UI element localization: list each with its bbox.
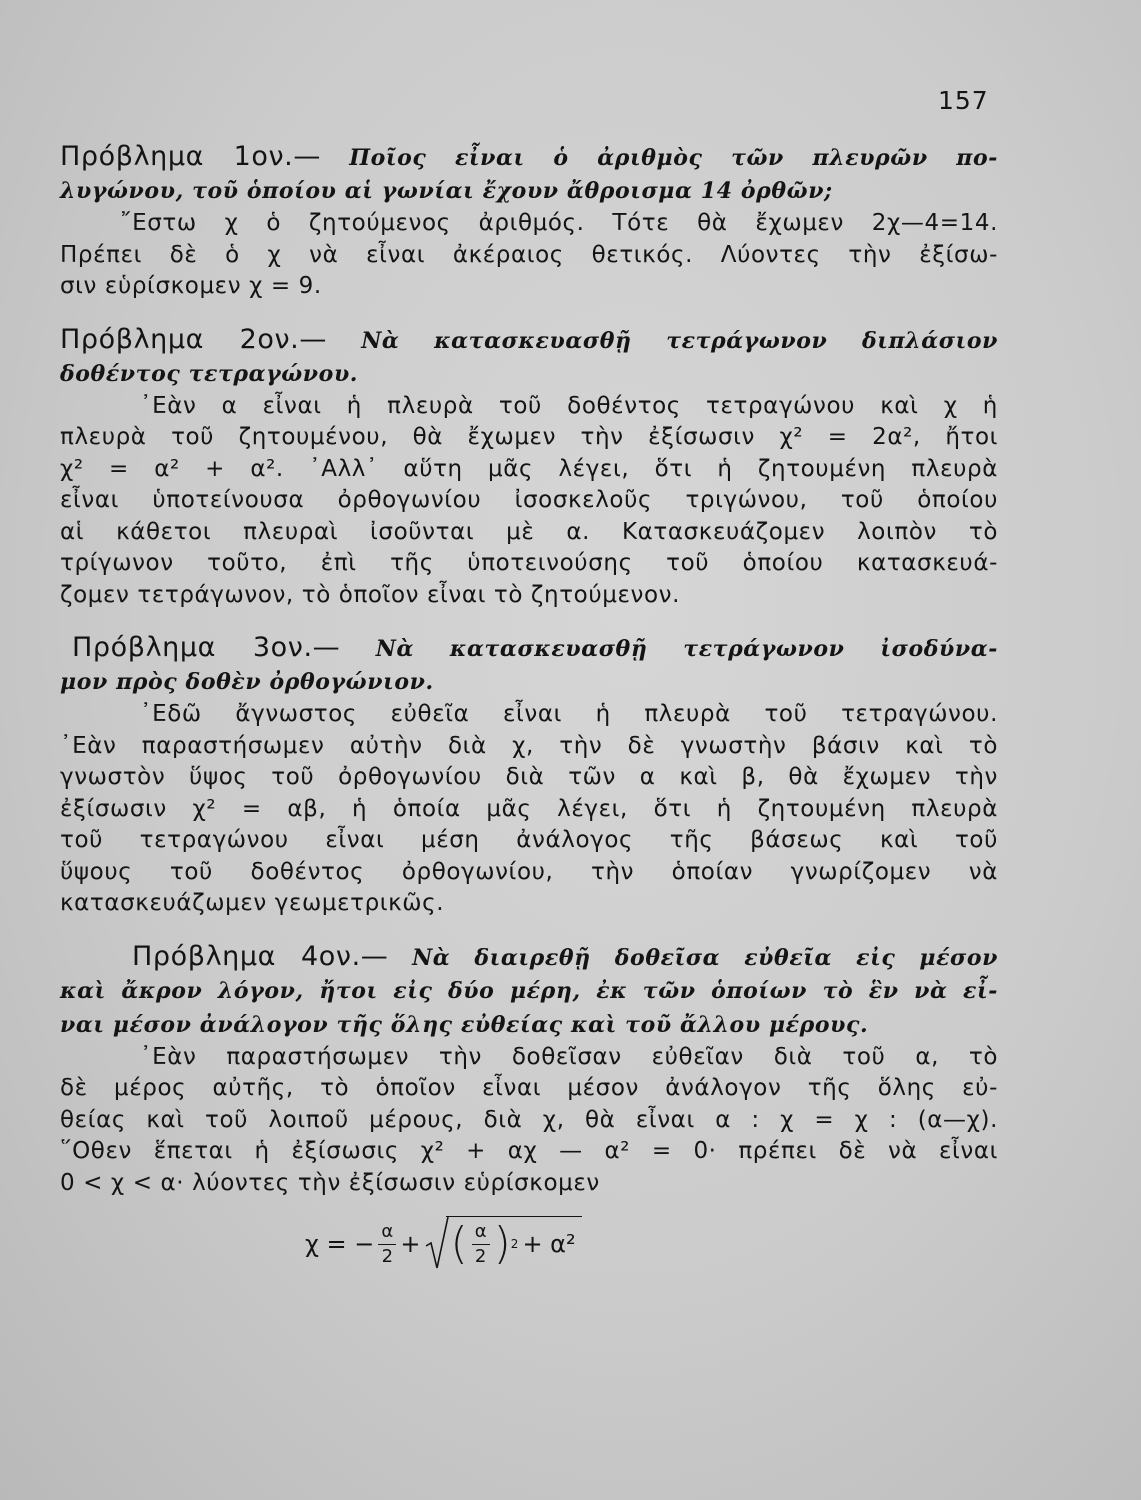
problem-3-body-line: γνωστὸν ὕψος τοῦ ὀρθογωνίου διὰ τῶν α καὶ β, θὰ ἔχωμεν τὴν bbox=[60, 764, 998, 790]
problem-1-title: Πρόβλημα 1ον.— bbox=[60, 141, 321, 172]
problem-4-heading bbox=[60, 940, 998, 1042]
problem-4-statement-line: καὶ ἄκρον λόγον, ἤτοι εἰς δύο μέρη, ἐκ τῶν ὁποίων τὸ ἓν νὰ εἶ- bbox=[60, 977, 998, 1004]
problem-1-body-line: Πρέπει δὲ ὁ χ νὰ εἶναι ἀκέραιος θετικός. Λύοντες τὴν ἐξίσω- bbox=[60, 241, 998, 268]
problem-3 bbox=[60, 631, 998, 920]
problem-1-statement-line: Ποῖος εἶναι ὁ ἀριθμὸς τῶν πλευρῶν πο- bbox=[349, 145, 998, 171]
page-number: 157 bbox=[938, 86, 989, 115]
problem-4-body-line: ῞Οθεν ἕπεται ἡ ἐξίσωσις χ² + αχ — α² = 0· πρέπει δὲ νὰ εἶναι bbox=[60, 1138, 998, 1164]
problem-2-body-line: τρίγωνον τοῦτο, ἐπὶ τῆς ὑποτεινούσης τοῦ ὁποίου κατασκευά- bbox=[60, 550, 998, 576]
formula-inner-numerator: α bbox=[474, 1220, 487, 1242]
problem-4-statement-line: Νὰ διαιρεθῇ δοθεῖσα εὐθεῖα εἰς μέσον bbox=[412, 944, 998, 971]
problem-1-heading bbox=[60, 140, 998, 208]
problem-1-statement-line: λυγώνου, τοῦ ὁποίου αἱ γωνίαι ἔχουν ἄθροισμα 14 ὀρθῶν; bbox=[60, 178, 833, 204]
square-root bbox=[424, 1218, 576, 1269]
formula-inner-exponent: 2 bbox=[510, 1237, 519, 1251]
problem-2-statement-line: δοθέντος τετραγώνου. bbox=[60, 360, 359, 387]
problem-3-body-line: κατασκευάζωμεν γεωμετρικῶς. bbox=[60, 890, 445, 916]
problem-3-title: Πρόβλημα 3ον.— bbox=[72, 632, 341, 663]
page-content bbox=[60, 140, 998, 1299]
problem-3-body-line: ἐξίσωσιν χ² = αβ, ἡ ὁποία μᾶς λέγει, ὅτι ἡ ζητουμένη πλευρὰ bbox=[60, 795, 998, 822]
formula-inner-fraction bbox=[472, 1222, 490, 1267]
problem-2-statement-line: Νὰ κατασκευασθῇ τετράγωνον διπλάσιον bbox=[361, 327, 998, 354]
problem-2-body-line: εἶναι ὑποτείνουσα ὀρθογωνίου ἰσοσκελοῦς τριγώνου, τοῦ ὁποίου bbox=[60, 487, 998, 513]
formula-fraction-denominator: 2 bbox=[381, 1245, 394, 1267]
problem-4-title: Πρόβλημα 4ον.— bbox=[132, 940, 389, 972]
problem-4-body-line: θείας καὶ τοῦ λοιποῦ μέρους, διὰ χ, θὰ εἶναι α : χ = χ : (α—χ). bbox=[60, 1106, 998, 1133]
problem-3-statement-line: μον πρὸς δοθὲν ὀρθογώνιον. bbox=[60, 669, 434, 695]
fraction-bar bbox=[378, 1244, 396, 1245]
radical-overline bbox=[446, 1216, 581, 1217]
problem-2-heading bbox=[60, 323, 998, 391]
formula-fraction-numerator: α bbox=[381, 1220, 394, 1242]
problem-2-body-line: αἱ κάθετοι πλευραὶ ἰσοῦνται μὲ α. Κατασκευάζομεν λοιπὸν τὸ bbox=[60, 518, 998, 545]
problem-3-body-line: ὕψους τοῦ δοθέντος ὀρθογωνίου, τὴν ὁποίαν γνωρίζομεν νὰ bbox=[60, 858, 998, 885]
solution-formula bbox=[305, 1209, 998, 1279]
problem-2-body-line: ζομεν τετράγωνον, τὸ ὁποῖον εἶναι τὸ ζητούμενον. bbox=[60, 581, 680, 608]
problem-3-statement-line: Νὰ κατασκευασθῇ τετράγωνον ἰσοδύνα- bbox=[375, 636, 999, 662]
problem-4 bbox=[60, 940, 998, 1280]
problem-2-title: Πρόβλημα 2ον.— bbox=[60, 323, 327, 355]
formula-plus: + bbox=[400, 1230, 421, 1258]
problem-4-body-line: δὲ μέρος αὐτῆς, τὸ ὁποῖον εἶναι μέσον ἀνάλογον τῆς ὅλης εὐ- bbox=[60, 1075, 998, 1101]
problem-3-heading bbox=[60, 631, 998, 699]
problem-1-body-line: σιν εὑρίσκομεν χ = 9. bbox=[60, 273, 322, 299]
left-paren: ( bbox=[450, 1218, 468, 1269]
formula-inner-denominator: 2 bbox=[474, 1245, 487, 1267]
fraction-bar bbox=[472, 1244, 490, 1245]
problem-3-body-line: τοῦ τετραγώνου εἶναι μέση ἀνάλογος τῆς βάσεως καὶ τοῦ bbox=[60, 827, 998, 853]
formula-tail: + α² bbox=[522, 1230, 576, 1258]
problem-4-body-line: 0 < χ < α· λύοντες τὴν ἐξίσωσιν εὑρίσκομεν bbox=[60, 1169, 600, 1196]
formula-fraction bbox=[378, 1222, 396, 1267]
problem-2 bbox=[60, 323, 998, 612]
right-paren: ) bbox=[493, 1218, 511, 1269]
radical-sign-icon bbox=[424, 1216, 450, 1270]
problem-3-body-line: ᾿Εδῶ ἄγνωστος εὐθεῖα εἶναι ἡ πλευρὰ τοῦ τετραγώνου. bbox=[140, 701, 998, 727]
problem-4-body-line: ᾿Εὰν παραστήσωμεν τὴν δοθεῖσαν εὐθεῖαν διὰ τοῦ α, τὸ bbox=[140, 1043, 998, 1070]
problem-2-body-line: χ² = α² + α². ᾿Αλλ᾿ αὕτη μᾶς λέγει, ὅτι ἡ ζητουμένη πλευρὰ bbox=[60, 455, 998, 482]
problem-4-statement-line: ναι μέσον ἀνάλογον τῆς ὅλης εὐθείας καὶ τοῦ ἄλλου μέρους. bbox=[60, 1011, 869, 1038]
problem-2-body-line: πλευρὰ τοῦ ζητουμένου, θὰ ἔχωμεν τὴν ἐξίσωσιν χ² = 2α², ἤτοι bbox=[60, 424, 998, 450]
problem-1 bbox=[60, 140, 998, 303]
problem-3-body-line: ᾿Εὰν παραστήσωμεν αὐτὴν διὰ χ, τὴν δὲ γνωστὴν βάσιν καὶ τὸ bbox=[60, 732, 998, 759]
problem-1-body-line: ῎Εστω χ ὁ ζητούμενος ἀριθμός. Τότε θὰ ἔχωμεν 2χ—4=14. bbox=[120, 210, 998, 236]
formula-lhs: χ = − bbox=[305, 1230, 375, 1258]
problem-2-body-line: ᾿Εὰν α εἶναι ἡ πλευρὰ τοῦ δοθέντος τετραγώνου καὶ χ ἡ bbox=[140, 392, 998, 419]
